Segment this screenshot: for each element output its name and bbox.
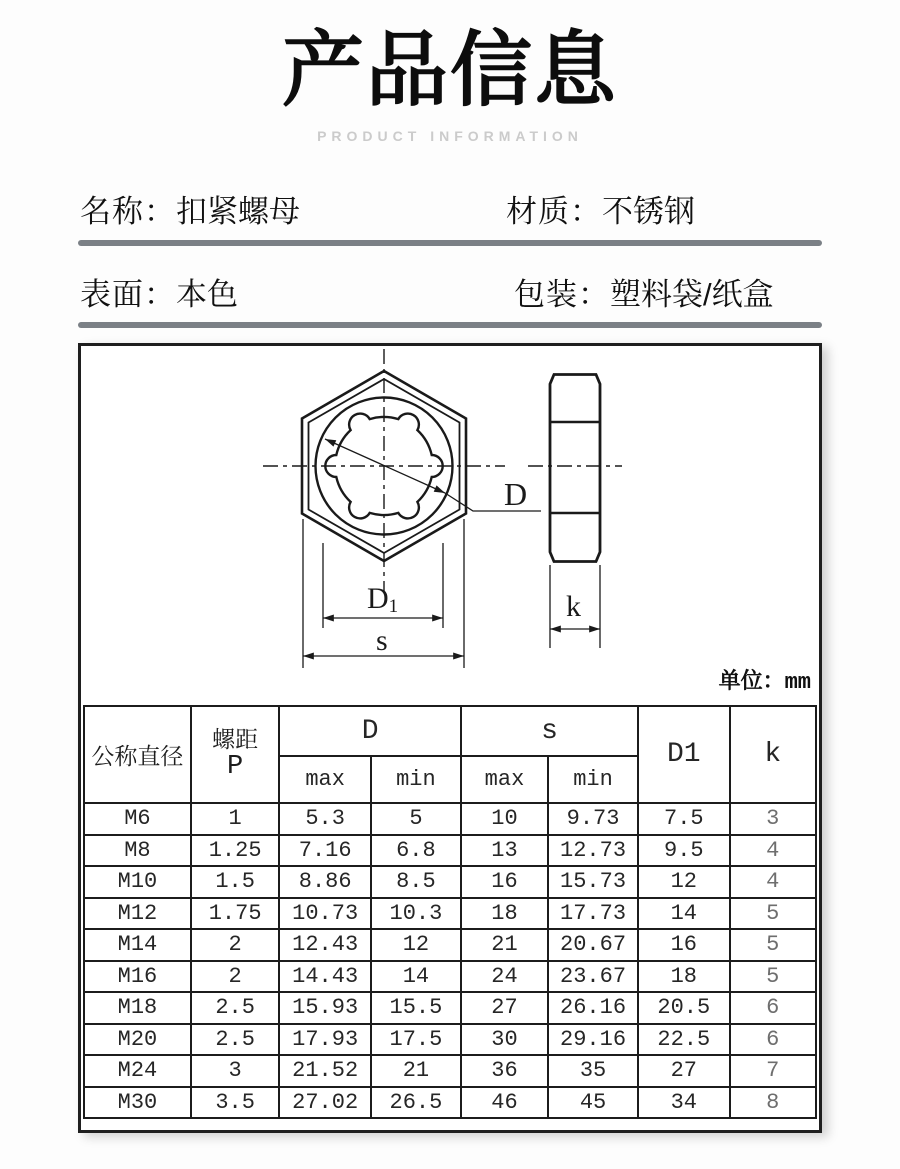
table-cell: 10 [461,803,548,835]
table-cell: 35 [548,1055,638,1087]
table-cell: 12.43 [279,929,370,961]
table-cell: 5 [730,898,816,930]
header-D1: D1 [638,706,729,803]
table-cell: 34 [638,1087,729,1119]
field-material-label: 材质： [506,194,602,229]
table-cell: 17.73 [548,898,638,930]
header-pitch-cn: 螺距 [212,725,259,752]
spec-table-body [84,803,816,1118]
table-cell: 12 [638,866,729,898]
table-cell: 3 [730,803,816,835]
table-cell: 10.3 [371,898,461,930]
table-cell: 21 [371,1055,461,1087]
label-k: k [566,590,581,623]
table-cell: 22.5 [638,1024,729,1056]
table-row [84,1024,816,1056]
header-k: k [730,706,816,803]
table-cell: 23.67 [548,961,638,993]
header-s-min: min [548,756,638,803]
field-packaging-value: 塑料袋/纸盒 [610,277,774,312]
table-cell: 29.16 [548,1024,638,1056]
table-cell: 9.5 [638,835,729,867]
table-cell: 14 [371,961,461,993]
table-cell: 15.73 [548,866,638,898]
table-row [84,929,816,961]
table-cell: 5.3 [279,803,370,835]
table-cell: 27 [461,992,548,1024]
side-view [550,375,600,562]
table-cell: 2 [191,961,280,993]
table-cell: M6 [84,803,191,835]
table-cell: 5 [371,803,461,835]
table-cell: 46 [461,1087,548,1119]
field-surface-label: 表面： [80,277,176,312]
field-name-value: 扣紧螺母 [176,194,300,229]
table-row [84,961,816,993]
table-row [84,1055,816,1087]
table-cell: 30 [461,1024,548,1056]
table-cell: 9.73 [548,803,638,835]
table-cell: 21.52 [279,1055,370,1087]
page-subtitle: PRODUCT INFORMATION [317,128,583,144]
table-cell: 2 [191,929,280,961]
table-cell: 26.5 [371,1087,461,1119]
table-cell: 7.5 [638,803,729,835]
label-s: s [376,624,388,657]
table-cell: 27.02 [279,1087,370,1119]
table-cell: M10 [84,866,191,898]
divider-line [78,240,822,246]
table-cell: 12 [371,929,461,961]
table-cell: 3 [191,1055,280,1087]
table-cell: 6 [730,992,816,1024]
table-cell: 12.73 [548,835,638,867]
header-pitch [191,706,280,803]
table-row [84,803,816,835]
spec-sheet-panel [78,343,822,1133]
table-cell: 14 [638,898,729,930]
field-packaging-label: 包装： [514,277,610,312]
table-cell: M12 [84,898,191,930]
unit-value: mm [784,670,811,695]
table-row [84,1087,816,1119]
table-cell: 16 [461,866,548,898]
table-cell: 18 [638,961,729,993]
header-s-max: max [461,756,548,803]
table-cell: 7.16 [279,835,370,867]
table-cell: 6.8 [371,835,461,867]
unit-note [719,664,811,695]
table-cell: 7 [730,1055,816,1087]
table-cell: 4 [730,866,816,898]
table-cell: 5 [730,961,816,993]
table-cell: 17.93 [279,1024,370,1056]
field-name [80,186,300,231]
table-row [84,866,816,898]
table-cell: 20.5 [638,992,729,1024]
table-cell: 14.43 [279,961,370,993]
table-cell: 6 [730,1024,816,1056]
header-s: s [461,706,638,756]
field-material-value: 不锈钢 [602,194,695,229]
table-cell: M24 [84,1055,191,1087]
field-name-label: 名称： [80,194,176,229]
field-packaging [514,269,774,314]
unit-label: 单位： [718,668,785,693]
label-D: D [504,476,528,512]
table-cell: 16 [638,929,729,961]
table-cell: 26.16 [548,992,638,1024]
header-D-max: max [279,756,370,803]
table-row [84,898,816,930]
technical-drawing [81,346,819,698]
label-D1: D1 [367,582,399,617]
divider-line [78,322,822,328]
field-surface-value: 本色 [176,277,238,312]
table-cell: M8 [84,835,191,867]
table-cell: 21 [461,929,548,961]
table-cell: 15.5 [371,992,461,1024]
table-cell: 1 [191,803,280,835]
header-pitch-p: P [227,752,244,783]
table-cell: 8.86 [279,866,370,898]
table-cell: 13 [461,835,548,867]
table-cell: 8 [730,1087,816,1119]
table-cell: 15.93 [279,992,370,1024]
header-D: D [279,706,461,756]
page-title: 产品信息 [281,25,618,116]
header-nominal-diameter: 公称直径 [84,706,191,803]
table-row [84,992,816,1024]
table-cell: 1.5 [191,866,280,898]
table-cell: 27 [638,1055,729,1087]
table-cell: 17.5 [371,1024,461,1056]
table-row [84,835,816,867]
table-cell: 1.25 [191,835,280,867]
table-cell: M18 [84,992,191,1024]
table-cell: 10.73 [279,898,370,930]
table-cell: 24 [461,961,548,993]
table-cell: 5 [730,929,816,961]
table-cell: 36 [461,1055,548,1087]
table-cell: 20.67 [548,929,638,961]
table-cell: 1.75 [191,898,280,930]
table-cell: M14 [84,929,191,961]
table-cell: 18 [461,898,548,930]
field-material [506,186,695,231]
field-surface [80,269,238,314]
table-cell: 3.5 [191,1087,280,1119]
table-cell: 2.5 [191,1024,280,1056]
table-cell: 4 [730,835,816,867]
table-cell: 8.5 [371,866,461,898]
table-cell: M20 [84,1024,191,1056]
table-cell: M16 [84,961,191,993]
table-cell: 45 [548,1087,638,1119]
header-D-min: min [371,756,461,803]
table-cell: 2.5 [191,992,280,1024]
spec-table [83,705,817,1119]
table-cell: M30 [84,1087,191,1119]
